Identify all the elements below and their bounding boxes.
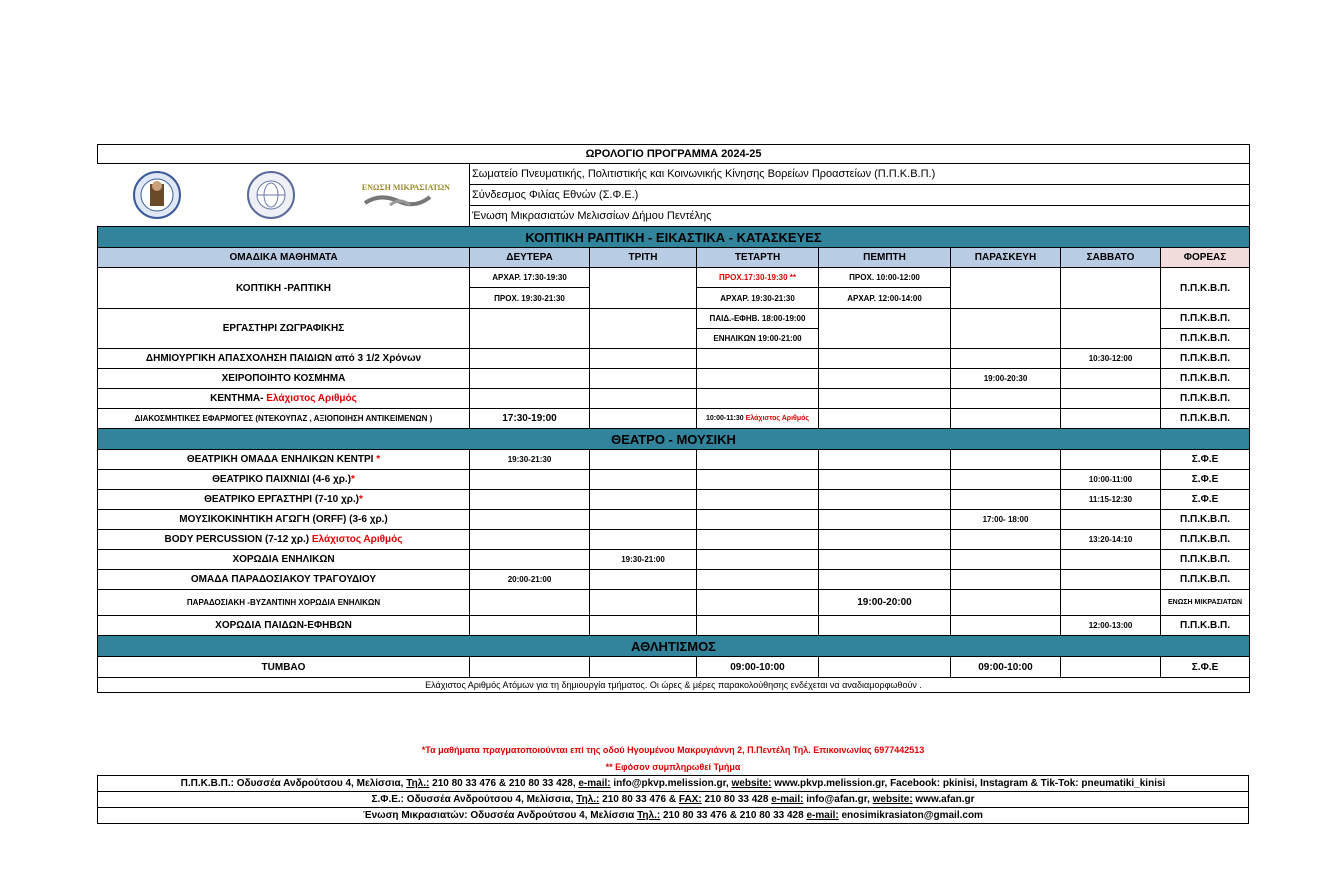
agency-cell: Π.Π.Κ.Β.Π. [1161,309,1250,329]
col-header: ΤΕΤΑΡΤΗ [697,248,819,268]
course-name-text: ΘΕΑΤΡΙΚΟ ΕΡΓΑΣΤΗΡΙ (7-10 χρ.) [204,494,360,505]
table-row [98,550,1250,570]
table-row [98,349,1250,369]
time-cell: 09:00-10:00 [951,657,1061,678]
time-cell: 20:00-21:00 [470,570,590,590]
email-link[interactable]: info@pkvp.melission.gr, [610,778,732,789]
table-row [98,450,1250,470]
course-name-text: ΚΕΝΤΗΜΑ- [210,393,267,404]
time-cell: 19:00-20:30 [951,369,1061,389]
course-name: ΧΟΡΩΔΙΑ ΕΝΗΛΙΚΩΝ [98,550,470,570]
email-link[interactable]: info@afan.gr, [803,794,873,805]
agency-cell: Π.Π.Κ.Β.Π. [1161,329,1250,349]
course-name [98,470,470,490]
time-cell: 19:00-20:00 [819,590,951,616]
location-note: *Τα μαθήματα πραγματοποιούνται επί της οδού Ηγουμένου Μακρυγιάννη 2, Π.Πεντέλη Τηλ. Επικοινωνίας 6977442513 [421,745,925,755]
table-row [98,409,1250,429]
time-cell: 09:00-10:00 [697,657,819,678]
minimum-note: Ελάχιστος Αριθμός [745,415,810,422]
footer-label: e-mail: [578,778,611,789]
time-cell: ΑΡΧΑΡ. 17:30-19:30 [470,268,590,288]
time-cell: ΕΝΗΛΙΚΩΝ 19:00-21:00 [697,329,819,349]
agency-cell: Σ.Φ.Ε [1161,490,1250,510]
asterisk-mark: * [351,474,355,485]
table-row [98,309,1250,329]
table-row [98,490,1250,510]
agency-cell: Σ.Φ.Ε [1161,450,1250,470]
section-heading: ΑΘΛΗΤΙΣΜΟΣ [98,636,1250,657]
pkvp-logo-icon [132,170,182,220]
footer-text: 210 80 33 476 & [599,794,679,805]
footer-label: FAX: [678,794,702,805]
course-name: ΕΡΓΑΣΤΗΡΙ ΖΩΓΡΑΦΙΚΗΣ [98,309,470,349]
time-cell: 13:20-14:10 [1061,530,1161,550]
agency-cell: Π.Π.Κ.Β.Π. [1161,510,1250,530]
course-name [98,389,470,409]
course-name-text: ΘΕΑΤΡΙΚΟ ΠΑΙΧΝΙΔΙ (4-6 χρ.) [212,474,352,485]
minimum-note: Ελάχιστος Αριθμός [266,393,357,404]
time-cell: ΠΡΟΧ. 10:00-12:00 [819,268,951,288]
empty-cell [1061,309,1161,349]
time-cell: 11:15-12:30 [1061,490,1161,510]
enosi-logo-text: ΕΝΩΣΗ ΜΙΚΡΑΣΙΑΤΩΝ [361,183,450,192]
table-row [98,530,1250,550]
empty-cell [951,268,1061,309]
footer-label: Τηλ.: [406,778,430,789]
course-name: ΠΑΡΑΔΟΣΙΑΚΗ -ΒΥΖΑΝΤΙΝΗ ΧΟΡΩΔΙΑ ΕΝΗΛΙΚΩΝ [98,590,470,616]
agency-cell: Π.Π.Κ.Β.Π. [1161,570,1250,590]
table-row [98,510,1250,530]
col-header: ΦΟΡΕΑΣ [1161,248,1250,268]
logos-cell [98,164,470,227]
course-name [98,490,470,510]
course-name: ΜΟΥΣΙΚΟΚΙΝΗΤΙΚΗ ΑΓΩΓΗ (ORFF) (3-6 χρ.) [98,510,470,530]
contact-footer [97,775,1249,824]
footer-text: 210 80 33 428 [701,794,772,805]
time-cell: ΑΡΧΑΡ. 12:00-14:00 [819,288,951,309]
section-heading: ΘΕΑΤΡΟ - ΜΟΥΣΙΚΗ [98,429,1250,450]
asterisk-mark: * [376,454,381,465]
course-name-text: ΘΕΑΤΡΙΚΗ ΟΜΑΔΑ ΕΝΗΛΙΚΩΝ ΚΕΝΤΡΙ [186,454,377,465]
empty-cell [1061,268,1161,309]
course-name: ΧΕΙΡΟΠΟΙΗΤΟ ΚΟΣΜΗΜΑ [98,369,470,389]
time-cell: 12:00-13:00 [1061,616,1161,636]
footer-text: Π.Π.Κ.Β.Π.: Οδυσσέα Ανδρούτσου 4, Μελίσσια, [180,778,407,789]
agency-cell: Π.Π.Κ.Β.Π. [1161,369,1250,389]
website-link[interactable]: www.afan.gr [912,794,975,805]
empty-cell [951,309,1061,349]
col-header: ΠΕΜΠΤΗ [819,248,951,268]
footer-line-sfe [98,792,1249,808]
time-cell [697,409,819,429]
minimum-notice: Ελάχιστος Αριθμός Ατόμων για τη δημιουργία τμήματος. Οι ώρες & μέρες παρακολούθησης ενδέχεται να αναδιαμορφωθούν . [98,678,1250,693]
table-row [98,369,1250,389]
page-title: ΩΡΟΛΟΓΙΟ ΠΡΟΓΡΑΜΜΑ 2024-25 [98,145,1250,164]
empty-cell [819,309,951,349]
time-cell: ΠΡΟΧ.17:30-19:30 ** [697,268,819,288]
time-cell: 17:30-19:00 [470,409,590,429]
agency-cell: Π.Π.Κ.Β.Π. [1161,409,1250,429]
handshake-icon [360,175,435,215]
footer-label: e-mail: [806,810,839,821]
website-link[interactable]: www.pkvp.melission.gr, Facebook: pkinisi, Instagram & Tik-Tok: pneumatiki_kinisi [771,778,1166,789]
email-link[interactable]: enosimikrasiaton@gmail.com [838,810,983,821]
col-header: ΤΡΙΤΗ [590,248,697,268]
course-name: ΧΟΡΩΔΙΑ ΠΑΙΔΩΝ-ΕΦΗΒΩΝ [98,616,470,636]
col-header: ΣΑΒΒΑΤΟ [1061,248,1161,268]
table-row [98,616,1250,636]
course-name: ΚΟΠΤΙΚΗ -ΡΑΠΤΙΚΗ [98,268,470,309]
agency-cell: Π.Π.Κ.Β.Π. [1161,268,1250,309]
table-row [98,470,1250,490]
empty-cell [590,268,697,309]
asterisk-mark: * [359,494,363,505]
footer-label: website: [731,778,772,789]
empty-cell [590,309,697,349]
footer-label: Τηλ.: [637,810,661,821]
course-name [98,530,470,550]
course-name [98,450,470,470]
agency-cell: Π.Π.Κ.Β.Π. [1161,550,1250,570]
agency-cell: Π.Π.Κ.Β.Π. [1161,389,1250,409]
agency-cell: ΕΝΩΣΗ ΜΙΚΡΑΣΙΑΤΩΝ [1161,590,1250,616]
time-cell: 19:30-21:30 [470,450,590,470]
table-row [98,570,1250,590]
time-text: 10:00-11:30 [705,415,746,422]
empty-cell [470,309,590,349]
course-name: ΟΜΑΔΑ ΠΑΡΑΔΟΣΙΑΚΟΥ ΤΡΑΓΟΥΔΙΟΥ [98,570,470,590]
footer-label: e-mail: [771,794,804,805]
agency-cell: Σ.Φ.Ε [1161,470,1250,490]
minimum-note: Ελάχιστος Αριθμός [311,534,403,545]
course-name: ΔΗΜΙΟΥΡΓΙΚΗ ΑΠΑΣΧΟΛΗΣΗ ΠΑΙΔΙΩΝ από 3 1/2 Χρόνων [98,349,470,369]
footer-text: Σ.Φ.Ε.: Οδυσσέα Ανδρούτσου 4, Μελίσσια, [371,794,577,805]
tmima-note: ** Εφόσον συμπληρωθεί Τμήμα [605,762,741,772]
time-cell: 17:00- 18:00 [951,510,1061,530]
footer-line-enosi [98,808,1249,824]
col-header: ΠΑΡΑΣΚΕΥΗ [951,248,1061,268]
footer-text: Ένωση Μικρασιατών: Οδυσσέα Ανδρούτσου 4, Μελίσσια [363,810,638,821]
agency-cell: Σ.Φ.Ε [1161,657,1250,678]
table-row [98,590,1250,616]
footer-text: 210 80 33 476 & 210 80 33 428 [660,810,807,821]
schedule-table [97,144,1250,693]
footer-line-pkvp [98,776,1249,792]
footer-label: Τηλ.: [576,794,600,805]
section-heading: ΚΟΠΤΙΚΗ ΡΑΠΤΙΚΗ - ΕΙΚΑΣΤΙΚΑ - ΚΑΤΑΣΚΕΥΕΣ [98,227,1250,248]
time-cell: ΠΑΙΔ.-ΕΦΗΒ. 18:00-19:00 [697,309,819,329]
org-sfe: Σύνδεσμος Φιλίας Εθνών (Σ.Φ.Ε.) [470,185,1250,206]
course-name: ΔΙΑΚΟΣΜΗΤΙΚΕΣ ΕΦΑΡΜΟΓΕΣ (ΝΤΕΚΟΥΠΑΖ , ΑΞΙΟΠΟΙΗΣΗ ΑΝΤΙΚΕΙΜΕΝΩΝ ) [98,409,470,429]
agency-cell: Π.Π.Κ.Β.Π. [1161,349,1250,369]
course-name-text: BODY PERCUSSION (7-12 χρ.) [164,534,312,545]
col-header: ΟΜΑΔΙΚΑ ΜΑΘΗΜΑΤΑ [98,248,470,268]
time-cell: ΑΡΧΑΡ. 19:30-21:30 [697,288,819,309]
org-pkvp: Σωματείο Πνευματικής, Πολιτιστικής και Κοινωνικής Κίνησης Βορείων Προαστείων (Π.Π.Κ.Β.Π.) [470,164,1250,185]
agency-cell: Π.Π.Κ.Β.Π. [1161,530,1250,550]
enosi-logo [360,175,450,215]
time-cell: 19:30-21:00 [590,550,697,570]
time-cell: 10:00-11:00 [1061,470,1161,490]
time-cell: 10:30-12:00 [1061,349,1161,369]
agency-cell: Π.Π.Κ.Β.Π. [1161,616,1250,636]
sfe-logo-icon [246,170,296,220]
time-cell: ΠΡΟΧ. 19:30-21:30 [470,288,590,309]
footer-text: 210 80 33 476 & 210 80 33 428, [429,778,579,789]
table-row [98,657,1250,678]
col-header: ΔΕΥΤΕΡΑ [470,248,590,268]
course-name: TUMBAO [98,657,470,678]
footer-label: website: [872,794,913,805]
table-row [98,389,1250,409]
org-enosi: Ένωση Μικρασιατών Μελισσίων Δήμου Πεντέλης [470,206,1250,227]
table-row [98,268,1250,288]
